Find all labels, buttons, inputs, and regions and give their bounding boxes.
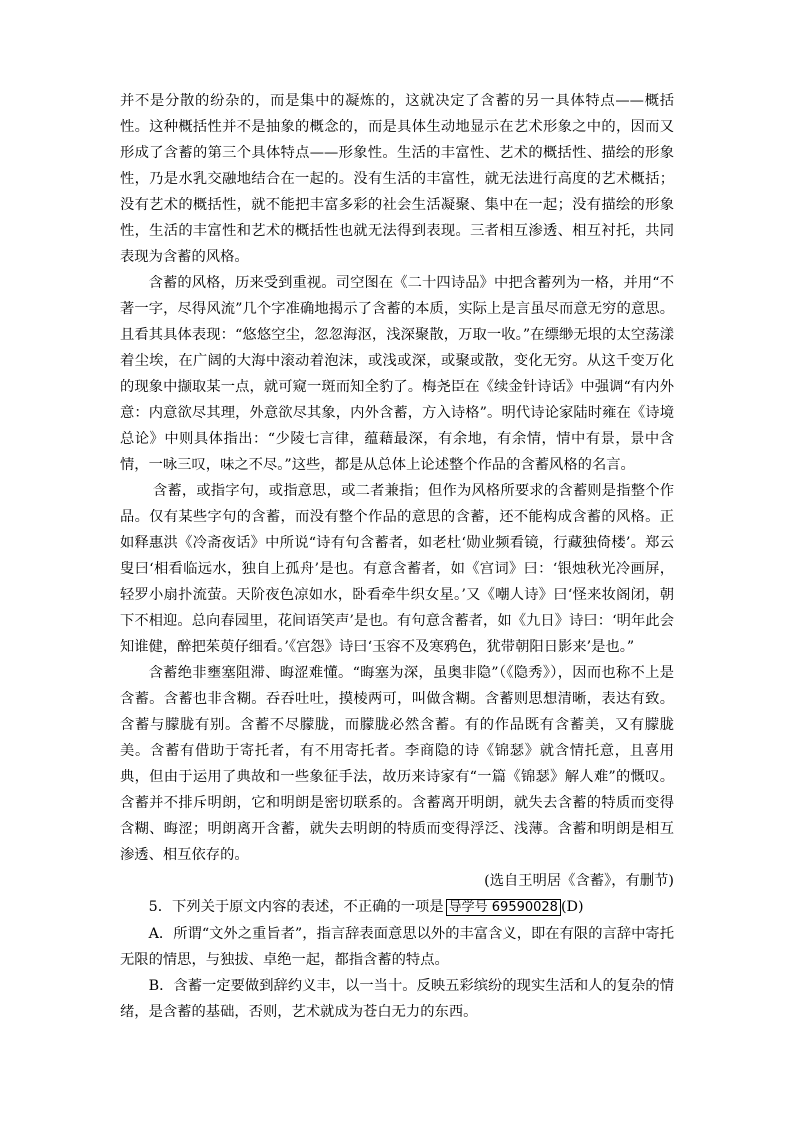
option-b: B．含蓄一定要做到辞约义丰，以一当十。反映五彩缤纷的现实生活和人的复杂的情绪，是含蓄的基础，否则，艺术就成为苍白无力的东西。	[120, 978, 674, 1020]
paragraph-2: 含蓄的风格，历来受到重视。司空图在《二十四诗品》中把含蓄列为一格，并用“不著一字，尽得风流”几个字准确地揭示了含蓄的本质，实际上是言虽尽而意无穷的意思。且看其具体表现：“悠悠空尘，忽忽海沤，浅深聚散，万取一收。”在缥缈无垠的太空荡漾着尘埃，在广阔的大海中滚动着泡沫，或浅或深，或聚或散，变化无穷。从这千变万化的现象中撷取某一点，就可窥一斑而知全豹了。梅尧臣在《续金针诗话》中强调“有内外意：内意欲尽其理，外意欲尽其象，内外含蓄，方入诗格”。明代诗论家陆时雍在《诗境总论》中则具体指出：“少陵七言律，蕴藉最深，有余地，有余情，情中有景，景中含情，一咏三叹，味之不尽。”这些，都是从总体上论述整个作品的含蓄风格的名言。	[120, 275, 674, 473]
question-5	[120, 894, 674, 921]
source-citation: (选自王明居《含蓄》，有删节)	[484, 873, 674, 889]
paragraph-4: 含蓄绝非壅塞阻滞、晦涩难懂。“晦塞为深，虽奥非隐”（《隐秀》），因而也称不上是含蓄。含蓄也非含糊。吞吞吐吐，摸棱两可，叫做含糊。含蓄则思想清晰，表达有致。含蓄与朦胧有别。含蓄不尽朦胧，而朦胧必然含蓄。有的作品既有含蓄美，又有朦胧美。含蓄有借助于寄托者，有不用寄托者。李商隐的诗《锦瑟》就含情托意，且喜用典，但由于运用了典故和一些象征手法，故历来诗家有“一篇《锦瑟》解人难”的慨叹。含蓄并不排斥明朗，它和明朗是密切联系的。含蓄离开明朗，就失去含蓄的特质而变得含糊、晦涩；明朗离开含蓄，就失去明朗的特质而变得浮泛、浅薄。含蓄和明朗是相互渗透、相互依存的。	[120, 665, 674, 863]
question-code-box: 导学号 69590028	[446, 899, 561, 916]
paragraph-1: 并不是分散的纷杂的，而是集中的凝炼的，这就决定了含蓄的另一具体特点——概括性。这种概括性并不是抽象的概念的，而是具体生动地显示在艺术形象之中的，因而又形成了含蓄的第三个具体特点——形象性。生活的丰富性、艺术的概括性、描绘的形象性，乃是水乳交融地结合在一起的。没有生活的丰富性，就无法进行高度的艺术概括；没有艺术的概括性，就不能把丰富多彩的社会生活凝聚、集中在一起；没有描绘的形象性，生活的丰富性和艺术的概括性也就无法得到表现。三者相互渗透、相互衬托，共同表现为含蓄的风格。	[120, 93, 674, 265]
option-a: A．所谓“文外之重旨者”，指言辞表面意思以外的丰富含义，即在有限的言辞中寄托无限的情思，与独拔、卓绝一起，都指含蓄的特点。	[120, 926, 674, 968]
question-text: 5．下列关于原文内容的表述，不正确的一项是	[148, 899, 444, 915]
paragraph-3: 含蓄，或指字句，或指意思，或二者兼指；但作为风格所要求的含蓄则是指整个作品。仅有某些字句的含蓄，而没有整个作品的意思的含蓄，还不能构成含蓄的风格。正如释惠洪《冷斋夜话》中所说“诗有句含蓄者，如老杜‘勋业频看镜，行藏独倚楼’。郑云叟曰‘相看临远水，独自上孤舟’是也。有意含蓄者，如《宫词》曰：‘银烛秋光冷画屏，轻罗小扇扑流萤。天阶夜色凉如水，卧看牵牛织女星。’又《嘲人诗》曰‘怪来妆阁闭，朝下不相迎。总向春园里，花间语笑声’是也。有句意含蓄者，如《九日》诗曰：‘明年此会知谁健，醉把茱萸仔细看。’《宫怨》诗曰‘玉容不及寒鸦色，犹带朝阳日影来’是也。”	[120, 483, 674, 655]
question-answer: (D)	[560, 899, 584, 915]
